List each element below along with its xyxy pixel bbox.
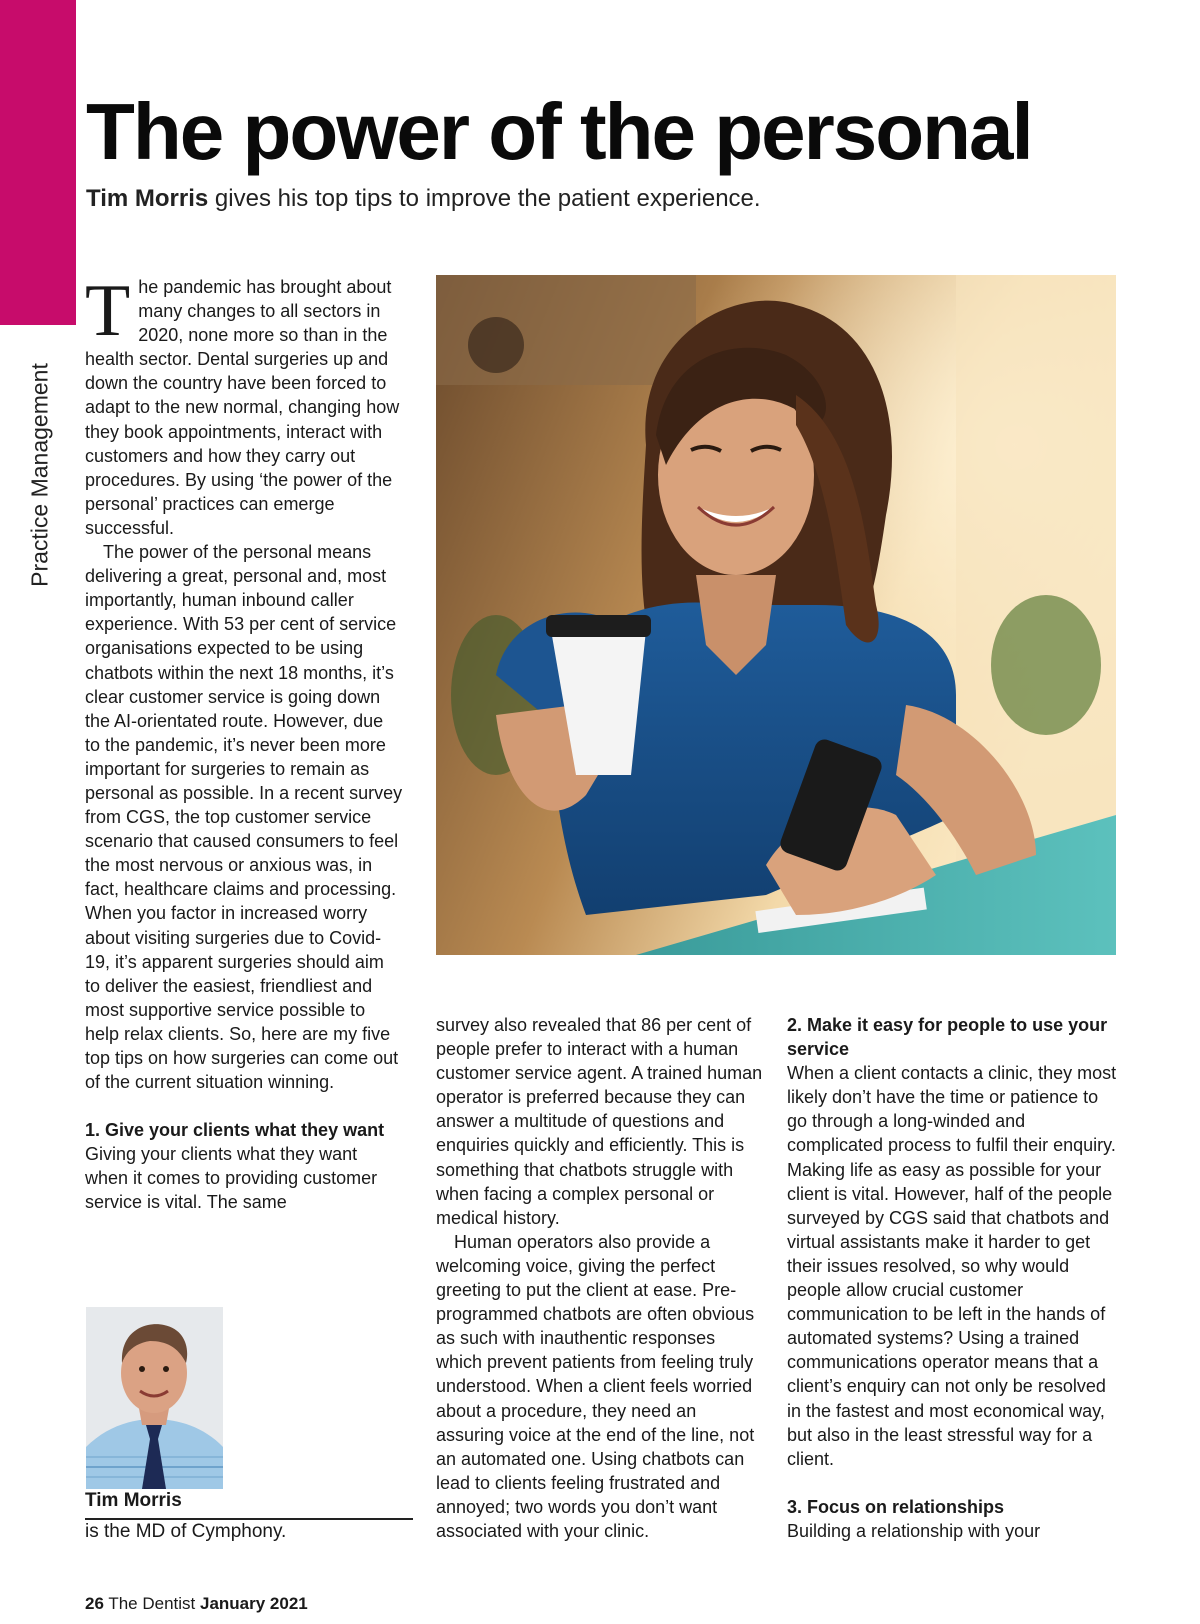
section-label: Practice Management [26, 363, 53, 587]
article-paragraph: survey also revealed that 86 per cent of people prefer to interact with a human customer service agent. A trained human operator is preferred because they can answer a multitude of questions and enquiries quickly and efficiently. This is something that chatbots struggle with when facing a complex personal or medical history. [436, 1015, 763, 1228]
section-accent-bar [0, 0, 76, 325]
subheading: 1. Give your clients what they want [85, 1120, 385, 1141]
article-paragraph: Giving your clients what they want when it comes to providing customer service is vital. The same [85, 1144, 378, 1213]
subheading: 2. Make it easy for people to use your service [787, 1015, 1108, 1060]
paragraph-text: he pandemic has brought about many changes to all sectors in 2020, none more so than in the health sector. Dental surgeries up and down the country have been forced to adapt to the new normal, changing how they book appointments, interact with customers and how they carry out procedures. By using ‘the power of the personal’ practices can emerge successful. [85, 277, 400, 538]
page-footer [85, 1594, 308, 1614]
article-column-1 [85, 270, 403, 1215]
page-number: 26 [85, 1594, 104, 1613]
standfirst-text: gives his top tips to improve the patient experience. [208, 185, 761, 212]
article-title: The power of the personal [86, 87, 1032, 176]
standfirst-author: Tim Morris [86, 185, 209, 212]
issue-date: January 2021 [200, 1594, 308, 1613]
article-column-3 [787, 1013, 1117, 1543]
author-portrait [86, 1307, 223, 1489]
article-paragraph: The power of the personal means delivering a great, personal and, most importantly, human inbound caller experience. With 53 per cent of service organisations expected to be using chatbots within the next 18 months, it’s clear customer service is going down the AI-orientated route. However, due to the pandemic, it’s never been more important for surgeries to remain as personal as possible. In a recent survey from CGS, the top customer service scenario that caused consumers to feel the most nervous or anxious was, in fact, healthcare claims and processing. When you factor in increased worry about visiting surgeries due to Covid-19, it’s apparent surgeries should aim to deliver the easiest, friendliest and most supportive service possible to help relax clients. So, here are my five top tips on how surgeries can come out of the current situation winning. [85, 542, 403, 1093]
author-divider [85, 1518, 413, 1520]
article-photo [436, 275, 1116, 955]
article-paragraph: Human operators also provide a welcoming voice, giving the perfect greeting to put the client at ease. Pre-programmed chatbots are often obvious as such with inauthentic responses which prevent patients from feeling truly understood. When a client feels worried about a procedure, they need an assuring voice at the end of the line, not an automated one. Using chatbots can lead to clients feeling frustrated and annoyed; two words you don’t want associated with your clinic. [436, 1231, 755, 1541]
photo-illustration [436, 275, 1116, 955]
article-standfirst [86, 185, 761, 213]
article-column-2 [436, 1013, 766, 1543]
author-photo [86, 1307, 223, 1489]
author-name: Tim Morris [85, 1490, 182, 1511]
drop-cap: T [85, 270, 131, 352]
article-paragraph: Building a relationship with your [787, 1520, 1041, 1541]
author-role: is the MD of Cymphony. [85, 1521, 287, 1542]
publication-name: The Dentist [103, 1594, 200, 1613]
article-paragraph [85, 270, 403, 540]
subheading: 3. Focus on relationships [787, 1496, 1005, 1517]
article-paragraph: When a client contacts a clinic, they most likely don’t have the time or patience to go through a long-winded and complicated process to fulfil their enquiry. Making life as easy as possible for your client is vital. However, half of the people surveyed by CGS said that chatbots and virtual assistants make it harder to get their issues resolved, so why would people allow crucial customer communication to be left in the hands of automated systems? Using a trained communications operator means that a client’s enquiry can not only be resolved in the fastest and most economical way, but also in the least stressful way for a client. [787, 1063, 1117, 1469]
